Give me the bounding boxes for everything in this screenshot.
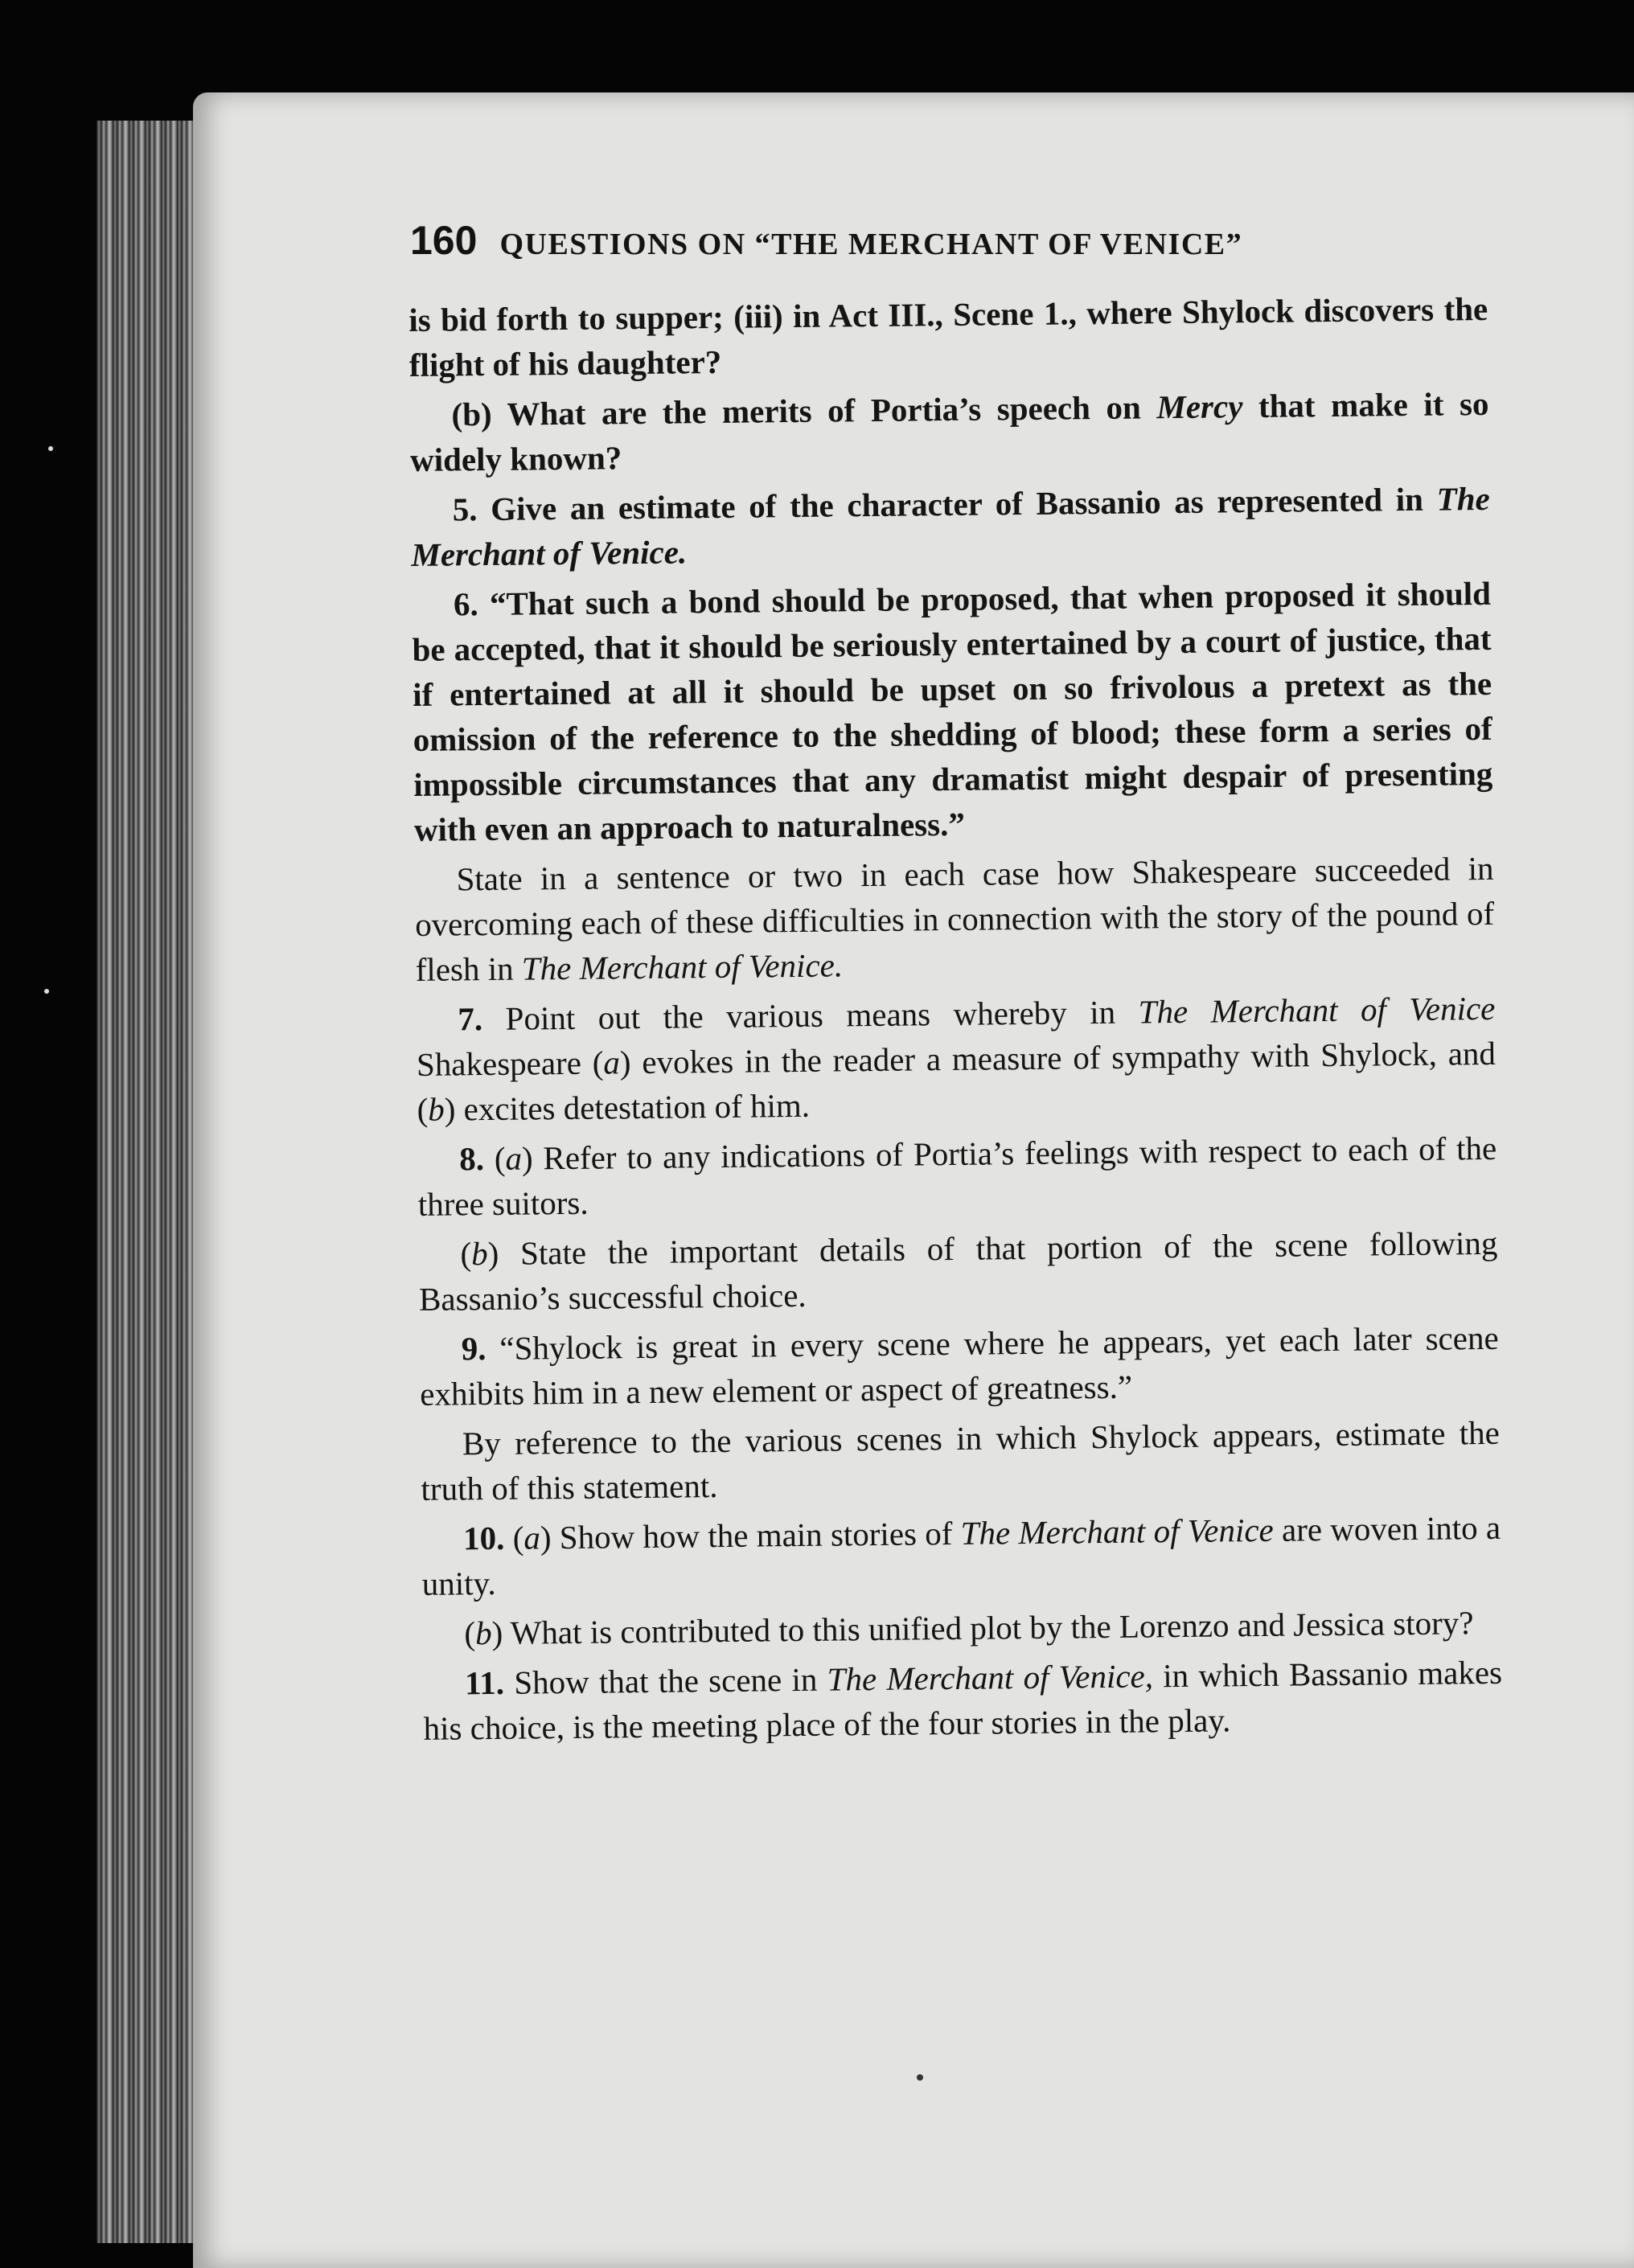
text-run: Shakespeare (	[416, 1044, 604, 1083]
italic-text-run: a	[523, 1519, 541, 1556]
text-run: ) Show how the main stories of	[540, 1514, 961, 1556]
paragraph-question-8b	[418, 1220, 1498, 1322]
text-run: Point out the various means whereby in	[482, 993, 1139, 1038]
paragraph-question-9-instruction	[421, 1410, 1501, 1511]
text-run: State in a sentence or two in each case how Shakespeare succeeded in overcoming each of these difficulties in connection with the story of the pound of flesh in	[414, 849, 1495, 988]
paragraph-question-5	[410, 476, 1490, 577]
page-number: 160	[410, 218, 478, 263]
italic-text-run: The Merchant of Venice.	[521, 946, 844, 987]
text-run: ) excites detestation of him.	[444, 1086, 811, 1128]
italic-text-run: b	[474, 1614, 492, 1652]
italic-text-run: Mercy	[1156, 388, 1243, 426]
running-head	[410, 217, 1375, 273]
italic-text-run: The Merchant of Venice	[1138, 989, 1496, 1031]
text-run: (	[483, 1139, 506, 1178]
text-run: “That such a bond should be proposed, that when proposed it should be accepted, that it should be seriously entertained by a court of justice, that if entertained at all it should be upset on so frivolous a pretext as the omission of the reference to the shedding of blood; these form a series of impossible circumstances that any dramatist might despair of presenting with even an approach to naturalness.”	[412, 574, 1493, 848]
dust-speck	[917, 2074, 923, 2081]
text-run: ) Refer to any indications of Portia’s feelings with respect to each of the three suitors.	[417, 1129, 1497, 1223]
italic-text-run: b	[427, 1090, 445, 1128]
question-number: 8.	[458, 1140, 485, 1178]
paragraph-question-11	[423, 1650, 1503, 1751]
text-run: ) evokes in the reader a measure of sympathy with Shylock, and (	[417, 1034, 1496, 1128]
text-run: Give an estimate of the character of Bassanio as represented in	[477, 480, 1437, 528]
paragraph-question-9	[419, 1315, 1499, 1417]
italic-text-run: The Merchant of Venice	[960, 1511, 1274, 1552]
paragraph-question-7	[416, 986, 1496, 1132]
text-run: “Shylock is great in every scene where he appears, yet each later scene exhibits him in a new element or aspect of greatness.”	[420, 1319, 1499, 1413]
text-run: (b) What are the merits of Portia’s speech on	[451, 388, 1157, 433]
paragraph-question-8a	[417, 1126, 1497, 1227]
paragraph-question-10b	[422, 1600, 1502, 1656]
paragraph-question-4b	[409, 381, 1489, 482]
dust-speck	[48, 446, 53, 451]
running-head-title: QUESTIONS ON “THE MERCHANT OF VENICE”	[499, 228, 1243, 261]
paragraph-continuation	[408, 286, 1488, 388]
question-number: 7.	[458, 1000, 483, 1038]
text-run: (	[460, 1235, 472, 1273]
text-run: Show that the scene in	[503, 1660, 827, 1701]
italic-text-run: a	[603, 1044, 621, 1081]
paragraph-question-10a	[421, 1505, 1501, 1606]
text-run: ) What is contributed to this unified plot by the Lorenzo and Jessica story?	[491, 1604, 1474, 1652]
question-number: 9.	[461, 1330, 487, 1368]
paragraph-question-6-instruction	[414, 846, 1495, 992]
italic-text-run: The Merchant of Venice.	[411, 479, 1490, 573]
text-run: (	[504, 1519, 524, 1556]
question-number: 6.	[453, 585, 478, 623]
text-run: that make it so widely known?	[409, 384, 1489, 478]
text-run: in which Bassanio makes his choice, is the meeting place of the four stories in the play.	[423, 1653, 1503, 1747]
paragraph-question-6	[412, 571, 1493, 852]
text-run: ) State the important details of that portion of the scene following Bassanio’s successful choice.	[418, 1224, 1498, 1318]
question-number: 10.	[462, 1519, 505, 1557]
text-run: By reference to the various scenes in which Shylock appears, estimate the truth of this statement.	[421, 1413, 1501, 1507]
text-run: is bid forth to supper; (iii) in Act III., Scene 1., where Shylock discovers the flight of his daughter?	[408, 289, 1488, 383]
question-number: 5.	[452, 490, 478, 528]
text-run: (	[464, 1614, 476, 1652]
text-column	[408, 286, 1503, 1756]
italic-text-run: The Merchant of Venice,	[827, 1657, 1154, 1698]
question-number: 11.	[464, 1663, 505, 1702]
text-run: are woven into a unity.	[421, 1508, 1501, 1602]
italic-text-run: b	[470, 1235, 488, 1273]
italic-text-run: a	[505, 1139, 523, 1177]
dust-speck	[44, 989, 49, 994]
